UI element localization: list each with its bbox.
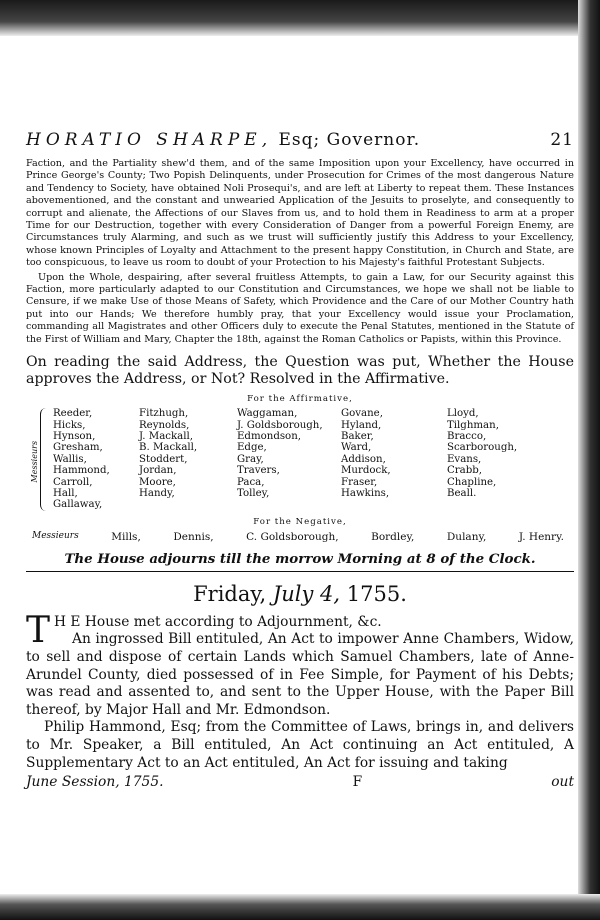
date-heading [26,582,574,606]
negative-messieurs: Messieurs [32,530,79,541]
member-name: Lloyd, [447,408,479,420]
member-name: B. Mackall, [139,442,198,454]
member-name: Waggaman, [237,408,298,420]
date-year: 1755. [346,581,407,606]
member-name: Crabb, [447,465,483,477]
affirmative-label: For the Affirmative, [247,394,353,405]
running-head-suffix: Esq; Governor. [278,130,421,150]
member-name: J. Henry. [518,530,564,543]
member-name: Baker, [341,430,374,442]
date-day: Friday, [193,581,267,606]
scan-bottom-edge [0,894,600,920]
negative-label: For the Negative, [253,516,347,527]
messieurs-label: Messieurs [30,441,40,483]
member-name: Paca, [237,476,265,488]
running-head [26,130,574,150]
messieurs-label-wrap [26,408,40,511]
member-name: C. Goldsborough, [246,530,339,543]
member-name: Travers, [237,465,280,477]
document-page [26,130,574,790]
names-column-2 [139,408,237,511]
affirmative-names [26,408,574,511]
member-name: Fraser, [341,476,378,488]
member-name: Mills, [111,530,141,543]
member-name: J. Mackall, [139,430,193,442]
adjourn-line: The House adjourns till the morrow Morning at 8 of the Clock. [64,550,536,567]
member-name: Beall. [447,487,477,499]
member-name: Hyland, [341,419,382,431]
committee-paragraph: Philip Hammond, Esq; from the Committee of Laws, brings in, and delivers to Mr. Speaker, a Bill entituled, An Act continuing an Act entituled, A Supplementary Act to an Act entituled, An Act for issuing and taking [26,719,574,771]
member-name: Hawkins, [341,487,390,499]
member-name: Reynolds, [139,419,190,431]
member-name: Ward, [341,442,372,454]
member-name: Carroll, [53,476,93,488]
negative-names [32,531,564,543]
member-name: Dennis, [173,530,214,543]
member-name: Hammond, [53,465,110,477]
page-number: 21 [550,130,574,150]
member-name: Chapline, [447,476,497,488]
member-name: Scarborough, [447,442,518,454]
member-name: Murdock, [341,465,391,477]
footer-session: June Session, 1755. [26,774,164,791]
member-name: Evans, [447,453,482,465]
member-name: Bordley, [371,530,415,543]
member-name: Hall, [53,487,78,499]
page-footer [26,774,574,790]
member-name: Stoddert, [139,453,188,465]
proceedings-opening [26,609,574,651]
member-name: Edmondson, [237,430,301,442]
member-name: Gresham, [53,442,103,454]
member-name: Tilghman, [447,419,499,431]
catchword: out [551,774,574,791]
names-column-3 [237,408,341,511]
signature-mark: F [352,774,363,791]
names-column-5 [439,408,567,511]
names-column-1 [53,408,139,511]
member-name: Jordan, [139,465,177,477]
running-head-title: HORATIO SHARPE, [26,130,273,150]
member-name: Hicks, [53,419,86,431]
member-name: Addison, [341,453,386,465]
date-month: July 4, [272,581,341,606]
member-name: J. Goldsborough, [237,419,323,431]
member-name: Gray, [237,453,264,465]
member-name: Moore, [139,476,176,488]
names-column-4 [341,408,439,511]
member-name: Bracco, [447,430,487,442]
scan-top-edge [0,0,600,36]
address-paragraph-2: Upon the Whole, despairing, after several fruitless Attempts, to gain a Law, for our Security against this Faction, more particularly adapted to our Constitution and Circumstances, we hope we shall not be liable to Censure, if we make Use of those Means of Safety, which Providence and the Care of our Mother Country hath put into our Hands; We therefore humbly pray, that your Excellency would issue your Proclamation, commanding all Magistrates and other Officers duly to execute the Penal Statutes, mentioned in the Statute of the First of William and Mary, Chapter the 18th, against the Roman Catholics or Papists, within this Province. [26,271,574,345]
member-name: Edge, [237,442,267,454]
brace [40,408,49,511]
member-name: Fitzhugh, [139,408,189,420]
member-name: Gallaway, [53,499,103,511]
member-name: Dulany, [446,530,487,543]
address-paragraph-1: Faction, and the Partiality shew'd them, and of the same Imposition upon your Excellency, have occurred in Prince George's County; Two Popish Delinquents, under Prosecution for Crimes of the most dangerous Nature and Tendency to Society, have obtained Noli Prosequi's, and are left at Liberty to repeat them. These Instances abovementioned, and the constant and unwearied Application of the Jesuits to proselyte, and consequently to corrupt and alienate, the Affections of our Slaves from us, and to hold them in Readiness to arm at a proper Time for our Destruction, together with every Consideration of Danger from a powerful Foreign Enemy, are Circumstances truly Alarming, and such as we trust will sufficiently justify this Address to your Excellency, whose known Principles of Loyalty and Attachment to the present happy Constitution, in Church and State, are too conspicuous, to leave us room to doubt of your Protection to his Majesty's faithful Protestant Subjects. [26,158,574,269]
member-name: Reeder, [53,408,93,420]
section-divider [26,571,574,572]
opening-text: H E House met according to Adjournment, &c. [54,613,382,630]
question-text: On reading the said Address, the Question was put, Whether the House approves the Address, or Not? Resolved in the Affirmative. [26,354,574,388]
scan-right-edge [578,0,600,920]
member-name: Hynson, [53,430,96,442]
member-name: Handy, [139,487,175,499]
member-name: Wallis, [53,453,87,465]
member-name: Govane, [341,408,383,420]
bill-paragraph: An ingrossed Bill entituled, An Act to impower Anne Chambers, Widow, to sell and dispose of certain Lands which Samuel Chambers, late of Anne-Arundel County, died possessed of in Fee Simple, for Payment of his Debts; was read and assented to, and sent to the Upper House, with the Paper Bill thereof, by Major Hall and Mr. Edmondson. [26,631,574,718]
member-name: Tolley, [237,487,270,499]
running-head-left [26,130,420,150]
drop-cap: T [26,609,51,651]
